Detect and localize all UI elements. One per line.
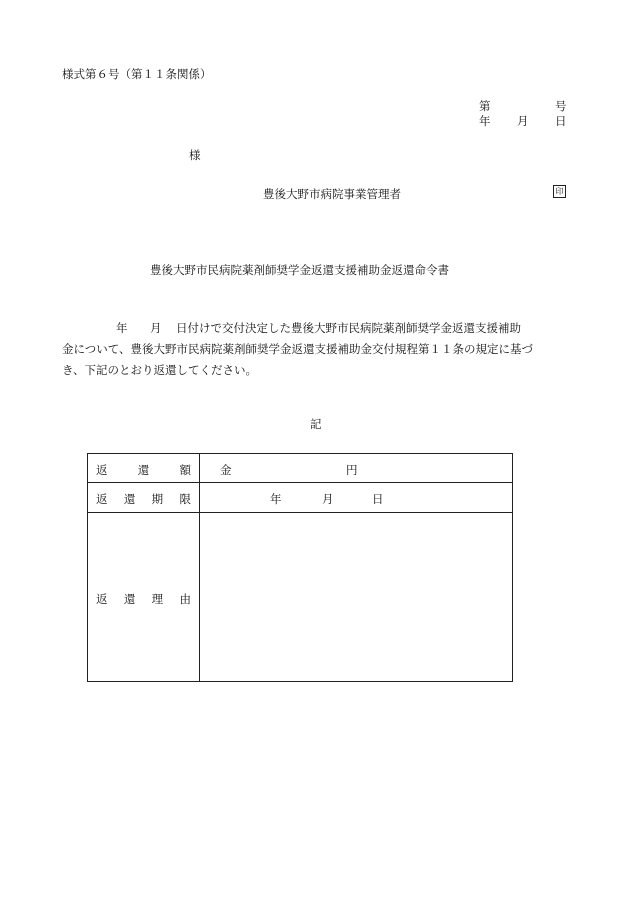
amount-label-char: 額 bbox=[179, 463, 191, 477]
deadline-label-char: 限 bbox=[179, 492, 191, 506]
addressee-suffix: 様 bbox=[189, 148, 201, 162]
amount-en: 円 bbox=[346, 463, 358, 477]
seal-mark: 印 bbox=[553, 185, 566, 198]
issuer: 豊後大野市病院事業管理者 bbox=[263, 187, 401, 201]
date-day: 日 bbox=[555, 114, 567, 128]
body-month: 月 bbox=[150, 321, 162, 335]
deadline-label-char: 期 bbox=[151, 492, 164, 506]
deadline-value[interactable] bbox=[200, 483, 513, 513]
reason-label-char: 由 bbox=[179, 592, 191, 606]
return-table bbox=[87, 453, 513, 682]
deadline-month: 月 bbox=[322, 492, 334, 506]
amount-kin: 金 bbox=[220, 463, 232, 477]
amount-label bbox=[88, 454, 200, 483]
row-reason bbox=[88, 513, 513, 682]
deadline-label-char: 還 bbox=[123, 492, 136, 506]
reason-label-char: 還 bbox=[123, 592, 136, 606]
number-label-go: 号 bbox=[555, 99, 567, 113]
body-text bbox=[62, 318, 567, 381]
row-deadline bbox=[88, 483, 513, 513]
date-month: 月 bbox=[517, 114, 529, 128]
date-year: 年 bbox=[479, 114, 491, 128]
body-line3: き、下記のとおり返還してください。 bbox=[62, 363, 258, 377]
number-label-dai: 第 bbox=[479, 99, 491, 113]
document-title: 豊後大野市民病院薬剤師奨学金返還支援補助金返還命令書 bbox=[150, 263, 449, 277]
reason-label-char: 返 bbox=[96, 592, 108, 606]
amount-label-char: 返 bbox=[96, 463, 108, 477]
reason-label-char: 理 bbox=[151, 592, 164, 606]
body-year: 年 bbox=[116, 321, 128, 335]
amount-value[interactable] bbox=[200, 454, 513, 483]
reason-value[interactable] bbox=[200, 513, 513, 682]
row-amount bbox=[88, 454, 513, 483]
deadline-label-char: 返 bbox=[96, 492, 108, 506]
reason-label bbox=[88, 513, 200, 682]
deadline-label bbox=[88, 483, 200, 513]
body-line1-rest: 日付けで交付決定した豊後大野市民病院薬剤師奨学金返還支援補助 bbox=[176, 321, 521, 335]
form-id: 様式第６号（第１１条関係） bbox=[62, 67, 212, 81]
amount-label-char: 還 bbox=[137, 463, 150, 477]
deadline-day: 日 bbox=[372, 492, 384, 506]
body-line2: 金について、豊後大野市民病院薬剤師奨学金返還支援補助金交付規程第１１条の規定に基づ bbox=[62, 342, 534, 356]
ki-heading: 記 bbox=[310, 417, 322, 431]
deadline-year: 年 bbox=[270, 492, 282, 506]
